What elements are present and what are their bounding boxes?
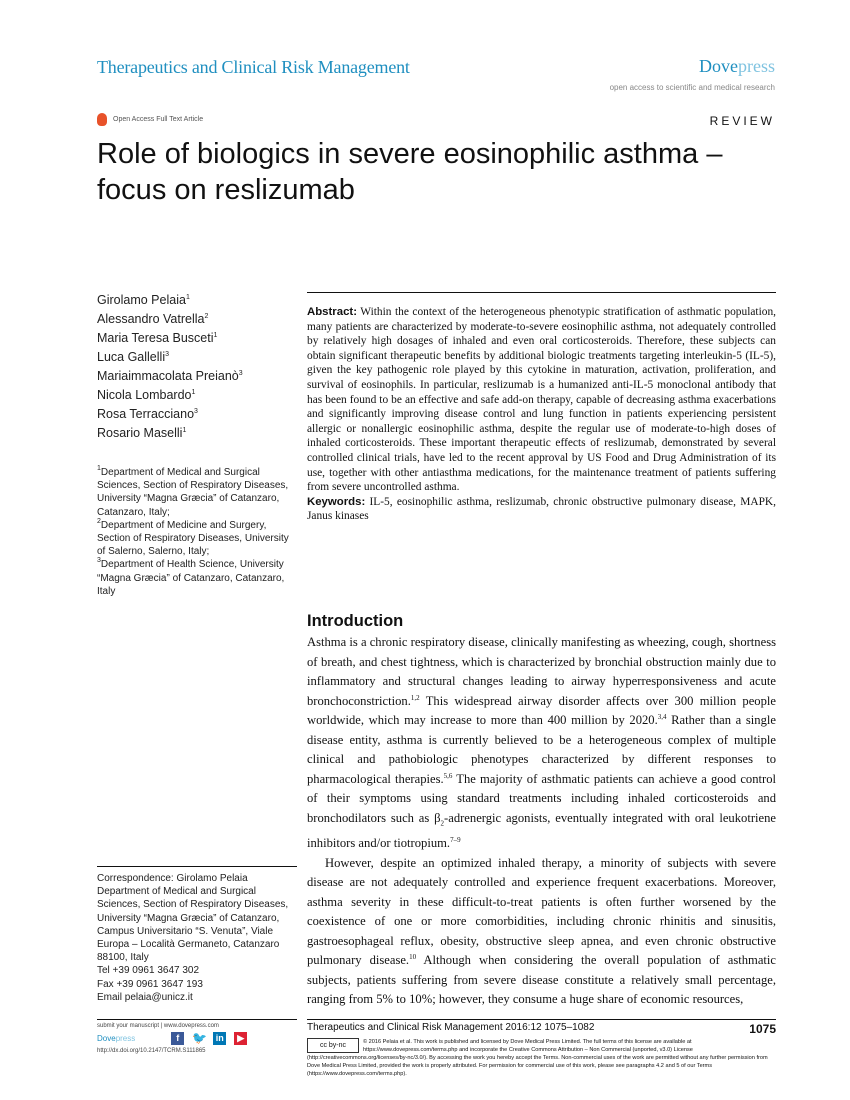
- facebook-icon[interactable]: f: [171, 1032, 184, 1045]
- twitter-icon[interactable]: 🐦: [192, 1031, 208, 1045]
- article-title: [97, 136, 797, 208]
- author-name: Rosario Maselli: [97, 426, 183, 440]
- affiliation: [97, 558, 297, 598]
- author: [97, 348, 243, 367]
- author: [97, 405, 243, 424]
- dovepress-logo: [97, 1034, 135, 1043]
- reference-citation[interactable]: 5,6: [443, 771, 453, 780]
- submit-box: [97, 1019, 297, 1054]
- affiliation-text: Department of Health Science, University “Magna Græcia” of Catanzaro, Catanzaro, Italy: [97, 559, 285, 597]
- author: [97, 329, 243, 348]
- title-line: Role of biologics in severe eosinophilic asthma –: [97, 138, 723, 170]
- author-affiliation-mark: 1: [191, 389, 196, 396]
- text-run: Asthma is a chronic respiratory disease, clinically manifesting as wheezing, cough, shortness of breath, and chest tightness, which is characterized by bronchial obstruction mainly due to inflammatory and structural changes leading to airway hyperresponsiveness and acute bronchoconstriction.: [307, 635, 776, 708]
- author: [97, 386, 243, 405]
- open-access-label: [97, 113, 203, 126]
- reference-citation[interactable]: 10: [409, 953, 417, 962]
- correspondence: [97, 866, 297, 1004]
- affiliation: [97, 466, 297, 519]
- text-run: However, despite an optimized inhaled therapy, a minority of subjects with severe disease are not adequately controlled and experience frequent exacerbations. Moreover, asthma severity in these difficult-to-treat patients is often further worsened by the coexistence of one or more comorbidities, including chronic rhinitis and sinusitis, gastroesophageal reflux, obesity, obstructive sleep apnea, and even chronic obstructive pulmonary disease.: [307, 855, 776, 968]
- abstract-label: Abstract:: [307, 306, 358, 318]
- keywords: [307, 495, 776, 524]
- license-text: © 2016 Pelaia et al. This work is published and licensed by Dove Medical Press Limited. The full terms of this license are available at https://www.dovepress.com/terms.php and incorporate the Creative Commons Attribution – Non Commercial (unported, v3.0) License (http://creativecommons.org/licenses/by-nc/3.0/). By accessing the work you hereby accept the Terms. Non-commercial uses of the work are permitted without any further permission from Dove Medical Press Limited, provided the work is properly attributed. For permission for commercial use of this work, please see paragraphs 4.2 and 5 of our Terms (https://www.dovepress.com/terms.php).: [307, 1039, 768, 1077]
- affiliation: [97, 519, 297, 559]
- doi-link[interactable]: http://dx.doi.org/10.2147/TCRM.S111865: [97, 1048, 206, 1054]
- title-line: focus on reslizumab: [97, 174, 355, 206]
- introduction-section: [307, 612, 776, 1010]
- corr-tel: Tel +39 0961 3647 302: [97, 965, 200, 977]
- keywords-text: IL-5, eosinophilic asthma, reslizumab, chronic obstructive pulmonary disease, MAPK, Janus kinases: [307, 495, 776, 523]
- abstract: [307, 292, 776, 524]
- submit-link[interactable]: submit your manuscript | www.dovepress.com: [97, 1023, 219, 1029]
- keywords-label: Keywords:: [307, 495, 366, 508]
- author-affiliation-mark: 1: [213, 332, 218, 339]
- section-heading: Introduction: [307, 612, 404, 630]
- affiliation-text: Department of Medical and Surgical Sciences, Section of Respiratory Diseases, University “Magna Græcia” of Catanzaro, Catanzaro, Italy;: [97, 467, 289, 518]
- author-list: [97, 291, 243, 443]
- article-type: REVIEW: [709, 114, 775, 128]
- author-name: Rosa Terracciano: [97, 407, 195, 421]
- page-footer: [307, 1019, 776, 1078]
- text-run: This widespread airway disorder affects over 300 million people worldwide, which may increase to more than 400 million by 2020.: [307, 693, 776, 728]
- author: [97, 310, 243, 329]
- author-affiliation-mark: 1: [182, 427, 187, 434]
- author: [97, 367, 243, 386]
- affiliation-text: Department of Medicine and Surgery, Section of Respiratory Diseases, University of Salerno, Salerno, Italy;: [97, 519, 289, 558]
- abstract-body: [307, 305, 776, 495]
- citation: Therapeutics and Clinical Risk Management 2016:12 1075–1082: [307, 1022, 595, 1033]
- author-affiliation-mark: 1: [185, 294, 190, 301]
- corr-fax: Fax +39 0961 3647 193: [97, 978, 203, 990]
- journal-title: Therapeutics and Clinical Risk Management: [97, 57, 410, 77]
- page-number: 1075: [749, 1022, 776, 1036]
- publisher-name-b: press: [738, 56, 775, 76]
- brand-b: press: [115, 1034, 136, 1043]
- author-name: Nicola Lombardo: [97, 388, 192, 402]
- author-affiliation-mark: 3: [165, 351, 169, 358]
- author-affiliation-mark: 2: [204, 313, 209, 320]
- cc-license-icon[interactable]: cc by-nc: [307, 1038, 359, 1053]
- author: [97, 291, 243, 310]
- publisher-tagline: open access to scientific and medical research: [609, 83, 775, 92]
- author-name: Maria Teresa Busceti: [97, 331, 214, 345]
- publisher-name-a: Dove: [699, 56, 738, 76]
- reference-citation[interactable]: 7–9: [450, 835, 461, 844]
- text-run: The majority of asthmatic patients can achieve a good control of their symptoms using standard treatments including inhaled corticosteroids and bronchodilators such as β: [307, 771, 776, 825]
- author-name: Alessandro Vatrella: [97, 312, 205, 326]
- affiliation-number: 1: [97, 465, 101, 472]
- reference-citation[interactable]: 3,4: [657, 713, 667, 722]
- author-name: Mariaimmacolata Preianò: [97, 369, 239, 383]
- author-affiliation-mark: 3: [238, 370, 243, 377]
- corr-email[interactable]: Email pelaia@unicz.it: [97, 991, 193, 1003]
- text-run: Although when considering the overall population of asthmatic subjects, patients suffering from severe disease constitute a relatively small percentage, ranging from 5% to 10%; however, they consume a huge share of economic resources,: [307, 953, 776, 1007]
- reference-citation[interactable]: 1,2: [410, 693, 420, 702]
- publisher-logo: [699, 56, 775, 77]
- text-run: Rather than a single disease entity, asthma is currently believed to be a heterogeneous complex of multiple clinical and pathobiologic phenotypes characterized by different responses to pharmacological therapies.: [307, 713, 776, 786]
- author-name: Luca Gallelli: [97, 350, 166, 364]
- subscript: 2: [440, 819, 445, 828]
- corr-name: Correspondence: Girolamo Pelaia: [97, 873, 248, 884]
- affiliations: [97, 466, 297, 598]
- open-access-text: Open Access Full Text Article: [113, 116, 204, 123]
- corr-address: Department of Medical and Surgical Sciences, Section of Respiratory Diseases, University “Magna Græcia” of Catanzaro, Campus Universitario “S. Venuta”, Viale Europa – Località Germaneto, Catanzaro 88100, Italy: [97, 886, 289, 964]
- author-affiliation-mark: 3: [194, 408, 198, 415]
- youtube-icon[interactable]: ▶: [234, 1032, 247, 1045]
- affiliation-number: 2: [97, 517, 101, 525]
- author-name: Girolamo Pelaia: [97, 293, 186, 307]
- affiliation-number: 3: [97, 557, 101, 565]
- paragraph: [307, 854, 776, 1010]
- paragraph: [307, 633, 776, 854]
- open-access-icon: [97, 113, 107, 126]
- text-run: -adrenergic agonists, eventually integrated with oral leukotriene inhibitors and/or tiotropium.: [307, 810, 776, 850]
- author: [97, 424, 243, 443]
- abstract-text: Within the context of the heterogeneous phenotypic stratification of asthmatic population, many patients are characterized by moderate-to-severe eosinophilic asthma, not adequately controlled by relatively high dosages of inhaled and even oral corticosteroids. Therefore, these subjects can obtain significant therapeutic benefits by additional biologic treatments targeting interleukin-5 (IL-5), given the key pathogenic role played by this cytokine in maturation, activation, proliferation, and survival of eosinophils. In particular, reslizumab is a humanized anti-IL-5 monoclonal antibody that has been found to be an effective and safe add-on therapy, capable of decreasing asthma exacerbations and significantly improving disease control and lung function in patients experiencing persistent allergic or nonallergic eosinophilic asthma, despite the regular use of moderate-to-high doses of inhaled corticosteroids. These important therapeutic effects of reslizumab, demonstrated by several controlled clinical trials, have led to the recent approval by US Food and Drug Administration of its use, together with other antiasthma medications, for the maintenance treatment of patients suffering from severe uncontrolled asthma.: [307, 306, 776, 494]
- linkedin-icon[interactable]: in: [213, 1032, 226, 1045]
- brand-a: Dove: [97, 1034, 116, 1043]
